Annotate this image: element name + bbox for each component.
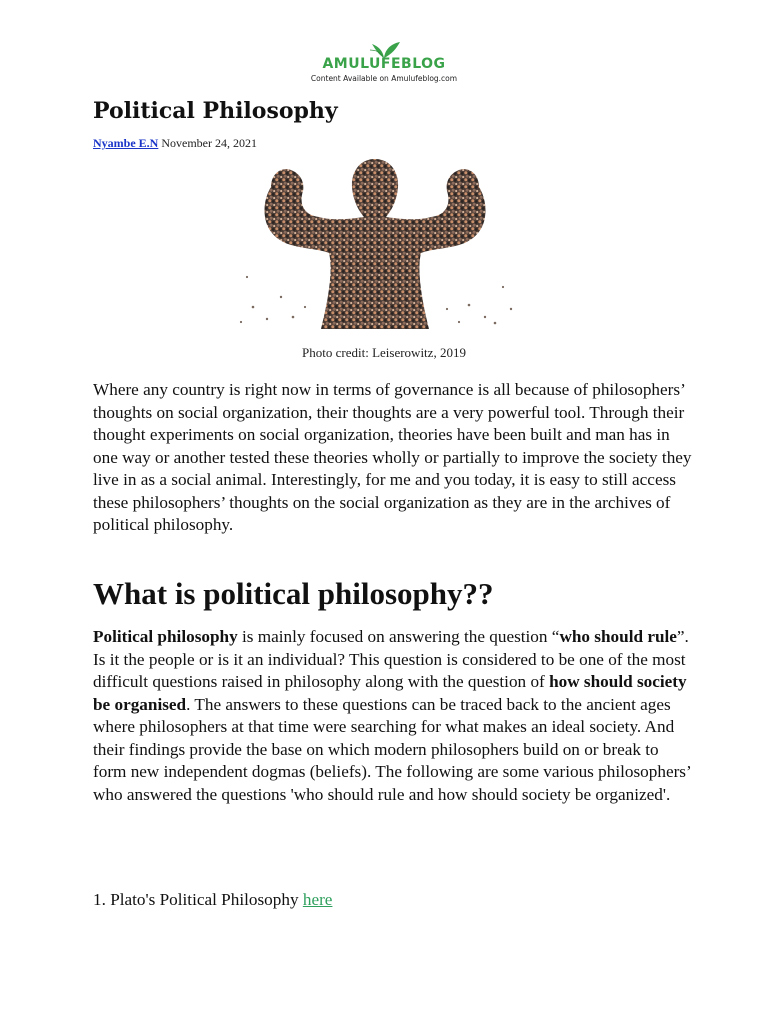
site-logo[interactable] <box>0 38 768 83</box>
text-run-2: ”. Is it the people or is it an individual? This question is considered to be one of the most difficult questions raised in philosophy along with the question of <box>93 627 689 691</box>
plato-link[interactable]: here <box>302 890 333 909</box>
bold-term-political-philosophy: Political philosophy <box>93 627 238 646</box>
intro-paragraph: Where any country is right now in terms of governance is all because of philosophers’ thoughts on social organization, their thoughts are a very powerful tool. Through their thought experiments on social organization, theories have been built and man has in one way or another tested these theories wholly or partially to improve the society they live in as a social animal. Interestingly, for me and you today, it is easy to still access these philosophers’ thoughts on the social organization as they are in the archives of political philosophy. <box>93 380 692 534</box>
list-item <box>93 889 693 912</box>
author-link[interactable]: Nyambe E.N <box>93 136 159 150</box>
site-name: AMULUFEBLOG <box>322 56 446 72</box>
section-paragraph <box>93 626 693 806</box>
text-run-3: . The answers to these questions can be traced back to the ancient ages where philosophers at that time were searching for what makes an ideal society. And their findings provide the base on which modern philosophers build on or break to form new independent dogmas (beliefs). The following are some various philosophers’ who answered the questions 'who should rule and how should society be organized'. <box>93 694 691 804</box>
article-title: Political Philosophy <box>93 98 338 124</box>
image-caption: Photo credit: Leiserowitz, 2019 <box>302 345 466 360</box>
post-date: November 24, 2021 <box>161 136 257 150</box>
bold-term-how-should-society: how should society be organised <box>93 672 687 714</box>
list-item-text: 1. Plato's Political Philosophy <box>93 890 303 909</box>
section-heading: What is political philosophy?? <box>93 576 494 611</box>
leaf-logo-icon <box>354 38 414 58</box>
site-tagline: Content Available on Amulufeblog.com <box>310 74 458 83</box>
bold-term-who-should-rule: who should rule <box>559 627 677 646</box>
text-run-1: is mainly focused on answering the question “ <box>237 627 560 646</box>
crowd-strongman-image <box>233 157 518 329</box>
byline <box>93 136 257 151</box>
